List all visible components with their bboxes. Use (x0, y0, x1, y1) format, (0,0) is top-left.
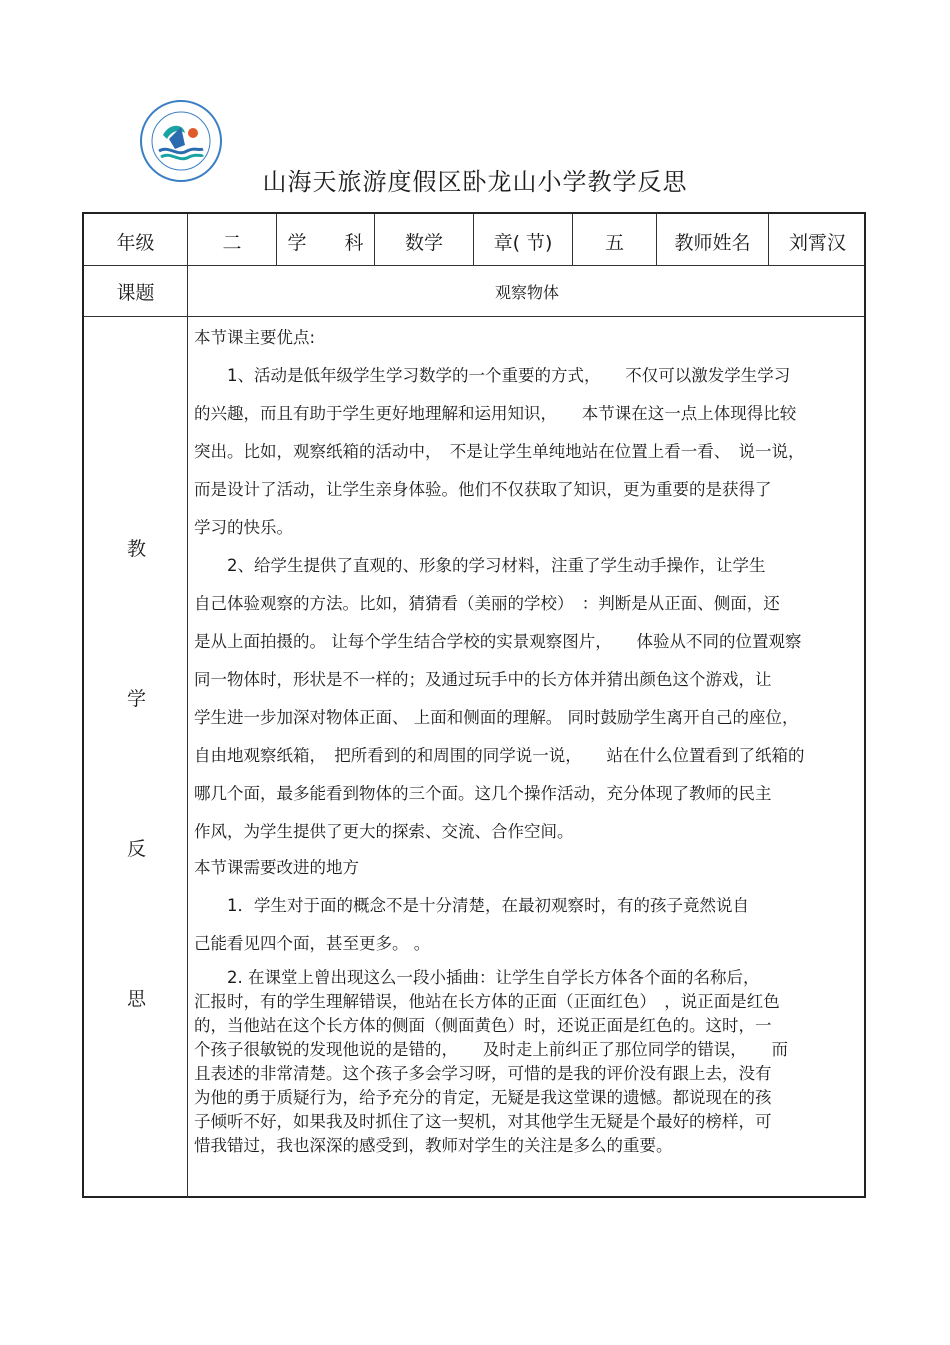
text-line: 为他的勇于质疑行为，给予充分的肯定，无疑是我这堂课的遗憾。都说现在的孩 (194, 1088, 772, 1107)
text-line: 1、活动是低年级学生学习数学的一个重要的方式， 不仅可以激发学生学习 (194, 366, 791, 385)
text-line: 哪几个面，最多能看到物体的三个面。这几个操作活动，充分体现了教师的民主 (194, 784, 772, 803)
text-line: 惜我错过，我也深深的感受到，教师对学生的关注是多么的重要。 (194, 1136, 673, 1155)
text-line: 而是设计了活动，让学生亲身体验。他们不仅获取了知识，更为重要的是获得了 (194, 480, 772, 499)
teacher-value: 刘霄汉 (788, 232, 846, 254)
side-label-char: 思 (127, 988, 147, 1010)
text-line: 本节课主要优点: (194, 328, 316, 347)
reflection-table (82, 212, 866, 1198)
text-line: 2. 在课堂上曾出现这么一段小插曲：让学生自学长方体各个面的名称后， (194, 968, 760, 987)
subject-label: 学 科 (287, 232, 364, 254)
text-line: 的兴趣，而且有助于学生更好地理解和运用知识， 本节课在这一点上体现得比较 (194, 404, 797, 423)
text-line: 作风，为学生提供了更大的探索、交流、合作空间。 (194, 822, 574, 841)
side-label-char: 教 (127, 538, 147, 560)
chapter-value: 五 (604, 232, 624, 254)
column-divider (187, 214, 188, 1198)
section-heading: 本节课需要改进的地方 (194, 858, 359, 877)
text-line: 突出。比如，观察纸箱的活动中， 不是让学生单纯地站在位置上看一看、 说一说， (194, 442, 805, 461)
text-line: 同一物体时，形状是不一样的；及通过玩手中的长方体并猜出颜色这个游戏，让 (194, 670, 772, 689)
text-line: 1．学生对于面的概念不是十分清楚，在最初观察时，有的孩子竟然说自 (194, 896, 749, 915)
text-line: 学习的快乐。 (194, 518, 293, 537)
document-title: 山海天旅游度假区卧龙山小学教学反思 (262, 168, 688, 196)
text-line: 且表述的非常清楚。这个孩子多会学习呀，可惜的是我的评价没有跟上去，没有 (194, 1064, 772, 1083)
chapter-label: 章( 节) (493, 232, 553, 254)
text-line: 个孩子很敏锐的发现他说的是错的， 及时走上前纠正了那位同学的错误， 而 (194, 1040, 788, 1059)
text-line: 自己体验观察的方法。比如，猜猜看（美丽的学校） ：判断是从正面、侧面，还 (194, 594, 780, 613)
text-line: 学生进一步加深对物体正面、 上面和侧面的理解。 同时鼓励学生离开自己的座位， (194, 708, 799, 727)
text-line: 2、给学生提供了直观的、形象的学习材料，注重了学生动手操作，让学生 (194, 556, 766, 575)
text-line: 己能看见四个面，甚至更多。 。 (194, 934, 431, 953)
subject-value: 数学 (404, 232, 443, 254)
teacher-label: 教师姓名 (674, 232, 751, 254)
topic-value: 观察物体 (494, 283, 559, 302)
row-divider (84, 316, 864, 317)
grade-label: 年级 (116, 232, 155, 254)
grade-value: 二 (222, 232, 242, 254)
text-line: 子倾听不好，如果我及时抓住了这一契机，对其他学生无疑是个最好的榜样，可 (194, 1112, 772, 1131)
row-divider (84, 265, 864, 266)
text-line: 自由地观察纸箱， 把所看到的和周围的同学说一说， 站在什么位置看到了纸箱的 (194, 746, 805, 765)
side-label-char: 学 (127, 688, 147, 710)
text-line: 汇报时，有的学生理解错误，他站在长方体的正面（正面红色） ，说正面是红色 (194, 992, 780, 1011)
topic-label: 课题 (116, 282, 155, 304)
text-line: 是从上面拍摄的。 让每个学生结合学校的实景观察图片， 体验从不同的位置观察 (194, 632, 802, 651)
text-line: 的，当他站在这个长方体的侧面（侧面黄色）时，还说正面是红色的。这时，一 (194, 1016, 772, 1035)
side-label-char: 反 (127, 838, 147, 860)
